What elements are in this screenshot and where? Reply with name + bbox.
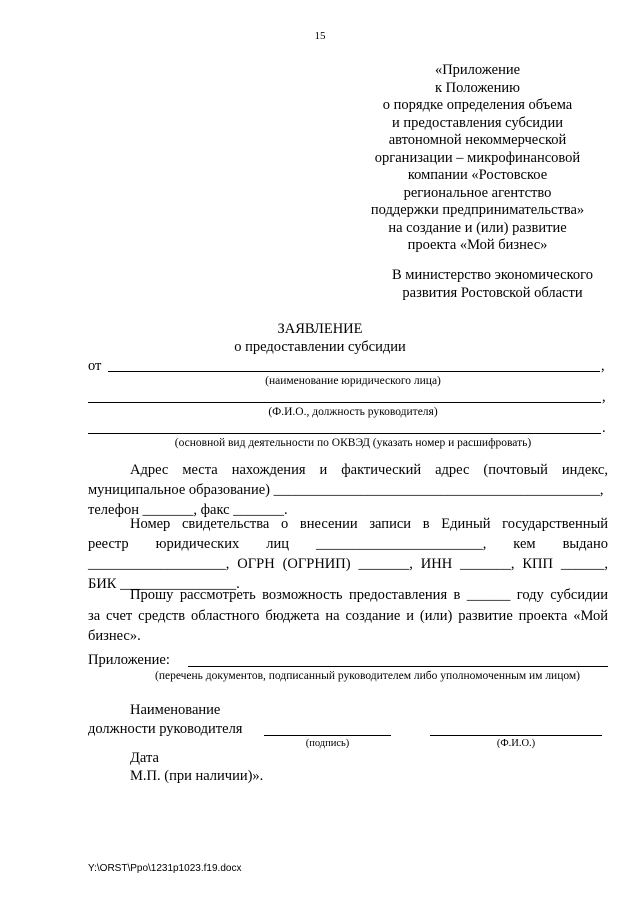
annex-line: поддержки предпринимательства» xyxy=(370,202,585,218)
address-line-1: Адрес места нахождения и фактический адрес (почтовый индекс, xyxy=(130,462,608,478)
hint-legal-name: (наименование юридического лица) xyxy=(265,375,441,387)
reg-line-2: реестр юридических лиц _______________________, кем выдано xyxy=(88,536,608,552)
attachment-field[interactable] xyxy=(188,666,608,667)
request-line-3: бизнес». xyxy=(88,628,141,644)
document-title xyxy=(0,320,640,356)
annex-line: на создание и (или) развитие xyxy=(388,219,567,236)
request-line-1: Прошу рассмотреть возможность предоставления в ______ году субсидии xyxy=(130,587,608,603)
position-label-1: Наименование xyxy=(130,702,221,718)
hint-head: (Ф.И.О., должность руководителя) xyxy=(268,406,438,418)
hint-fio: (Ф.И.О.) xyxy=(496,738,536,749)
annex-line: к Положению xyxy=(435,79,520,96)
legal-name-field[interactable] xyxy=(108,371,600,372)
hint-signature: (подпись) xyxy=(305,738,350,749)
hint-attachment: (перечень документов, подписанный руководителем либо уполномоченным им лицом) xyxy=(154,670,581,682)
stamp-label: М.П. (при наличии)». xyxy=(130,768,264,784)
annex-line: компании «Ростовское xyxy=(407,167,548,183)
fio-field[interactable] xyxy=(430,735,602,736)
position-label-2: должности руководителя xyxy=(88,721,243,737)
addressee-line: В министерство экономического xyxy=(392,267,593,283)
request-line-2: за счет средств областного бюджета на создание и (или) развитие проекта «Мой xyxy=(88,608,608,624)
signature-field[interactable] xyxy=(264,735,391,736)
annex-line: автономной некоммерческой xyxy=(388,132,567,148)
from-label: от xyxy=(88,358,102,374)
footer-file-path: Y:\ORST\Ppo\1231p1023.f19.docx xyxy=(88,863,242,874)
annex-header xyxy=(360,62,595,255)
title: ЗАЯВЛЕНИЕ xyxy=(277,321,363,337)
page-number: 15 xyxy=(314,30,326,42)
annex-line: и предоставления субсидии xyxy=(392,114,563,131)
date-label: Дата xyxy=(130,750,159,766)
addressee-line: развития Ростовской области xyxy=(402,285,583,301)
hint-okved: (основной вид деятельности по ОКВЭД (указать номер и расшифровать) xyxy=(174,437,532,449)
reg-line-3: ___________________, ОГРН (ОГРНИП) _______, ИНН _______, КПП ______, xyxy=(88,556,608,572)
subtitle: о предоставлении субсидии xyxy=(234,339,406,355)
reg-line-4: БИК ________________. xyxy=(88,576,240,592)
comma: , xyxy=(601,358,605,374)
attachment-label: Приложение: xyxy=(88,652,170,668)
okved-field[interactable] xyxy=(88,433,601,434)
head-field[interactable] xyxy=(88,402,601,403)
annex-line: «Приложение xyxy=(434,62,521,78)
annex-line: региональное агентство xyxy=(403,184,552,201)
annex-line: организации – микрофинансовой xyxy=(374,149,581,166)
period: . xyxy=(602,420,606,436)
annex-line: проекта «Мой бизнес» xyxy=(407,237,548,253)
annex-line: о порядке определения объема xyxy=(382,97,573,113)
addressee xyxy=(370,266,615,302)
reg-line-1: Номер свидетельства о внесении записи в Единый государственный xyxy=(130,516,608,532)
phone-line: телефон _______, факс _______. xyxy=(88,502,288,518)
comma: , xyxy=(602,389,606,405)
address-line-2: муниципальное образование) _____________________________________________, xyxy=(88,482,604,498)
